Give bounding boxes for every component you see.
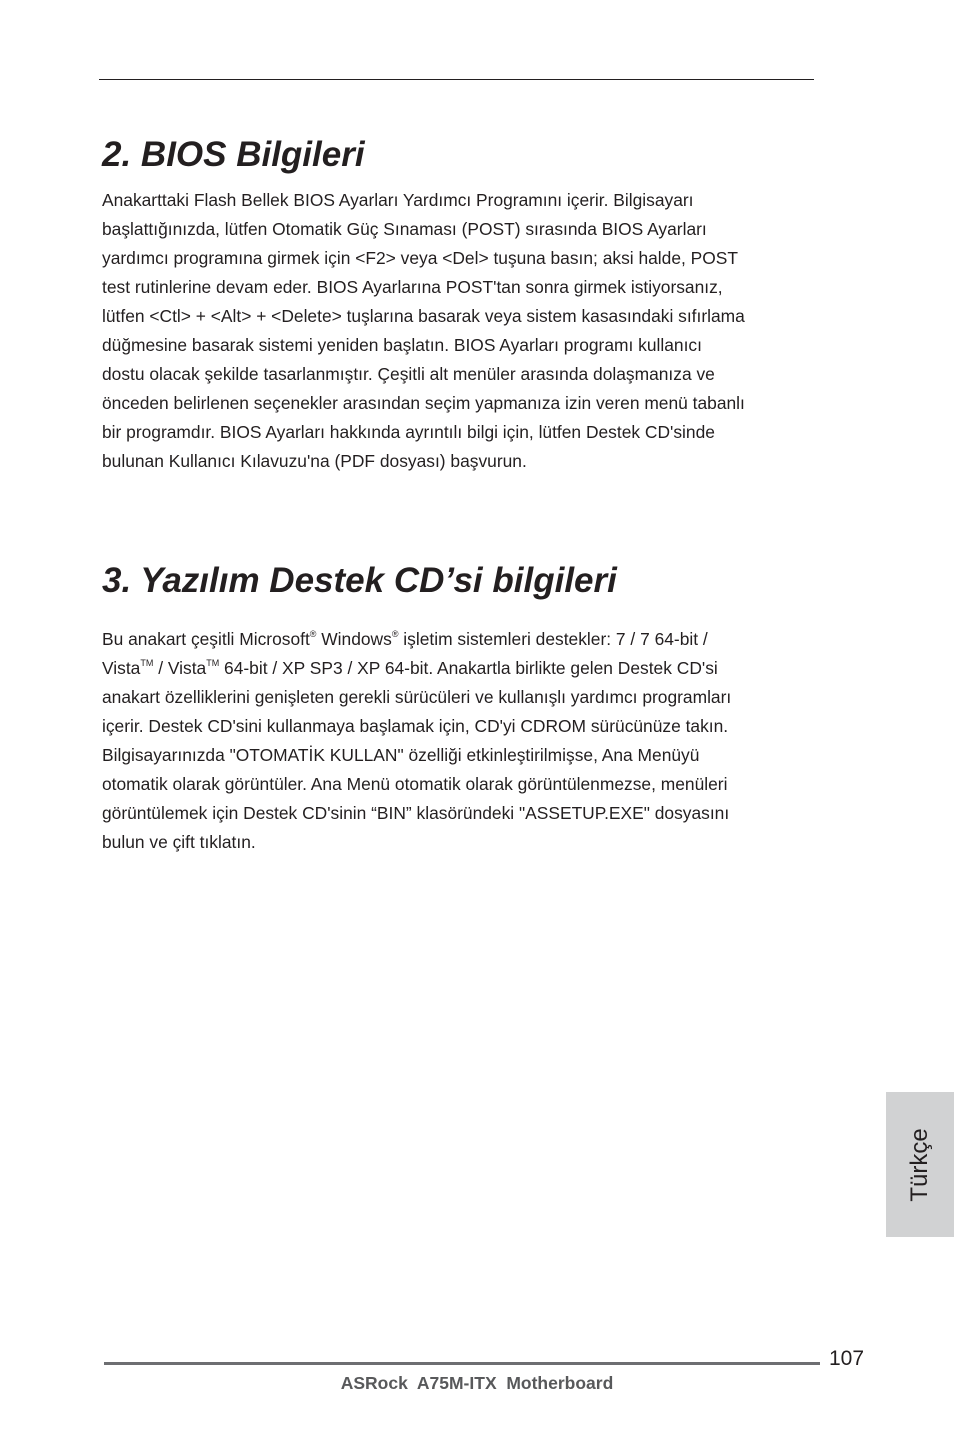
paragraph-line: Anakarttaki Flash Bellek BIOS Ayarları Yardımcı Programını içerir. Bilgisayarı xyxy=(102,190,694,210)
paragraph-line: bir programdır. BIOS Ayarları hakkında ayrıntılı bilgi için, lütfen Destek CD'sinde xyxy=(102,422,715,442)
paragraph-line: bulun ve çift tıklatın. xyxy=(102,832,256,852)
paragraph-line: Bilgisayarınızda "OTOMATİK KULLAN" özelliği etkinleştirilmişse, Ana Menüyü xyxy=(102,745,700,765)
paragraph-line: dostu olacak şekilde tasarlanmıştır. Çeşitli alt menüler arasında dolaşmanıza ve xyxy=(102,364,715,384)
section-title-bios: 2. BIOS Bilgileri xyxy=(102,135,365,174)
paragraph-line: önceden belirlenen seçenekler arasından seçim yapmanıza izin veren menü tabanlı xyxy=(102,393,745,413)
paragraph-line: yardımcı programına girmek için <F2> veya <Del> tuşuna basın; aksi halde, POST xyxy=(102,248,739,268)
paragraph-line xyxy=(102,654,832,683)
bios-paragraph xyxy=(102,186,832,476)
text-run: Bu anakart çeşitli Microsoft xyxy=(102,629,310,649)
registered-mark: ® xyxy=(391,629,399,639)
top-divider xyxy=(99,79,814,80)
support-cd-paragraph xyxy=(102,625,832,857)
paragraph-line: bulunan Kullanıcı Kılavuzu'na (PDF dosyası) başvurun. xyxy=(102,451,527,471)
paragraph-line: otomatik olarak görüntüler. Ana Menü otomatik olarak görüntülenmezse, menüleri xyxy=(102,774,728,794)
trademark-mark: TM xyxy=(206,658,220,668)
paragraph-line: düğmesine basarak sistemi yeniden başlatın. BIOS Ayarları programı kullanıcı xyxy=(102,335,702,355)
text-run: işletim sistemleri destekler: 7 / 7 64-bit / xyxy=(398,629,708,649)
footer-divider xyxy=(104,1362,820,1365)
language-tab xyxy=(886,1092,954,1237)
text-run: 64-bit / XP SP3 / XP 64-bit. Anakartla birlikte gelen Destek CD'si xyxy=(219,658,718,678)
text-run: / Vista xyxy=(153,658,207,678)
trademark-mark: TM xyxy=(140,658,154,668)
registered-mark: ® xyxy=(309,629,317,639)
paragraph-line: lütfen <Ctl> + <Alt> + <Delete> tuşlarına basarak veya sistem kasasındaki sıfırlama xyxy=(102,306,745,326)
text-run: Windows xyxy=(316,629,392,649)
paragraph-line xyxy=(102,625,832,654)
section-title-support-cd: 3. Yazılım Destek CD’si bilgileri xyxy=(102,561,617,600)
footer-product-name: ASRock A75M-ITX Motherboard xyxy=(340,1373,614,1393)
paragraph-line: içerir. Destek CD'sini kullanmaya başlamak için, CD'yi CDROM sürücünüze takın. xyxy=(102,716,729,736)
paragraph-line: başlattığınızda, lütfen Otomatik Güç Sınaması (POST) sırasında BIOS Ayarları xyxy=(102,219,707,239)
paragraph-line: görüntülemek için Destek CD'sinin “BIN” klasöründeki "ASSETUP.EXE" dosyasını xyxy=(102,803,730,823)
paragraph-line: test rutinlerine devam eder. BIOS Ayarlarına POST'tan sonra girmek istiyorsanız, xyxy=(102,277,723,297)
text-run: Vista xyxy=(102,658,141,678)
page-number: 107 xyxy=(829,1347,865,1370)
paragraph-line: anakart özelliklerini genişleten gerekli sürücüleri ve kullanışlı yardımcı programları xyxy=(102,687,732,707)
language-tab-label: Türkçe xyxy=(906,1127,933,1202)
